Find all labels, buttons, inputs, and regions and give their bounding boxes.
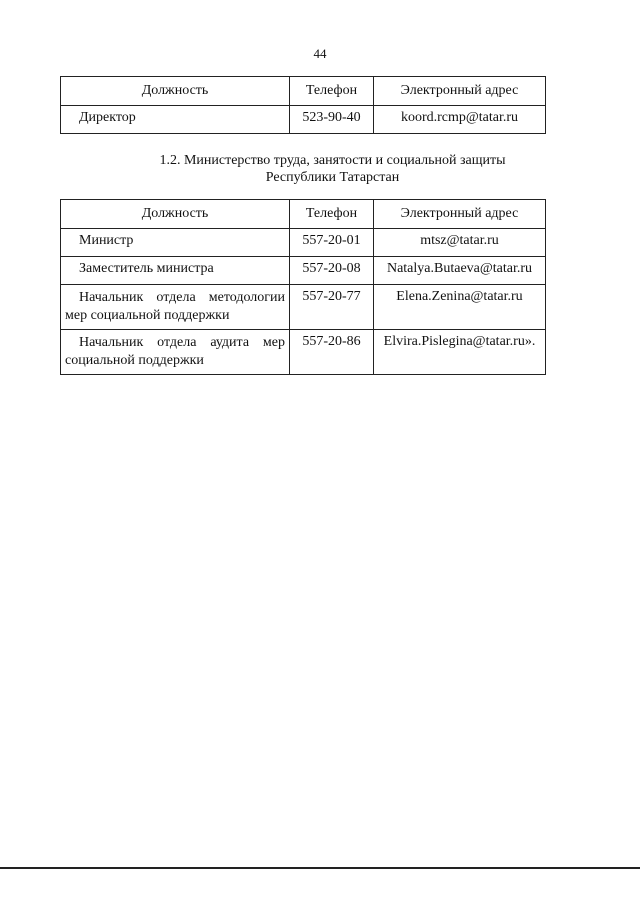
header-email: Электронный адрес xyxy=(374,77,546,106)
cell-email: Elena.Zenina@tatar.ru xyxy=(374,285,546,330)
cell-position: Директор xyxy=(61,106,290,134)
table-row xyxy=(61,330,546,375)
table-header-row xyxy=(61,200,546,229)
cell-position-line2: мер социальной поддержки xyxy=(65,308,230,323)
header-position: Должность xyxy=(61,77,290,106)
section-title-line1: 1.2. Министерство труда, занятости и социальной защиты xyxy=(159,153,506,168)
table-row xyxy=(61,106,546,134)
section-title xyxy=(60,152,605,186)
scan-bottom-border xyxy=(0,867,640,869)
section-title-line2: Республики Татарстан xyxy=(265,170,400,185)
cell-position-line1: Начальник отдела методологии xyxy=(79,290,285,305)
header-position: Должность xyxy=(61,200,290,229)
cell-email: Natalya.Butaeva@tatar.ru xyxy=(374,257,546,285)
header-phone: Телефон xyxy=(290,77,374,106)
contacts-table-director xyxy=(60,76,546,134)
table-header-row xyxy=(61,77,546,106)
cell-phone: 557-20-86 xyxy=(290,330,374,375)
table-row xyxy=(61,285,546,330)
cell-email: Elvira.Pislegina@tatar.ru». xyxy=(374,330,546,375)
cell-position: Заместитель министра xyxy=(61,257,290,285)
contacts-table-ministry xyxy=(60,199,546,375)
cell-position xyxy=(61,330,290,375)
header-email: Электронный адрес xyxy=(374,200,546,229)
cell-phone: 557-20-01 xyxy=(290,229,374,257)
cell-position-line2: социальной поддержки xyxy=(65,353,204,368)
page-number: 44 xyxy=(313,46,327,61)
cell-email: koord.rcmp@tatar.ru xyxy=(374,106,546,134)
cell-position xyxy=(61,285,290,330)
cell-position: Министр xyxy=(61,229,290,257)
table-row xyxy=(61,229,546,257)
cell-phone: 523-90-40 xyxy=(290,106,374,134)
header-phone: Телефон xyxy=(290,200,374,229)
cell-phone: 557-20-77 xyxy=(290,285,374,330)
cell-email: mtsz@tatar.ru xyxy=(374,229,546,257)
table-row xyxy=(61,257,546,285)
cell-phone: 557-20-08 xyxy=(290,257,374,285)
cell-position-line1: Начальник отдела аудита мер xyxy=(79,335,285,350)
